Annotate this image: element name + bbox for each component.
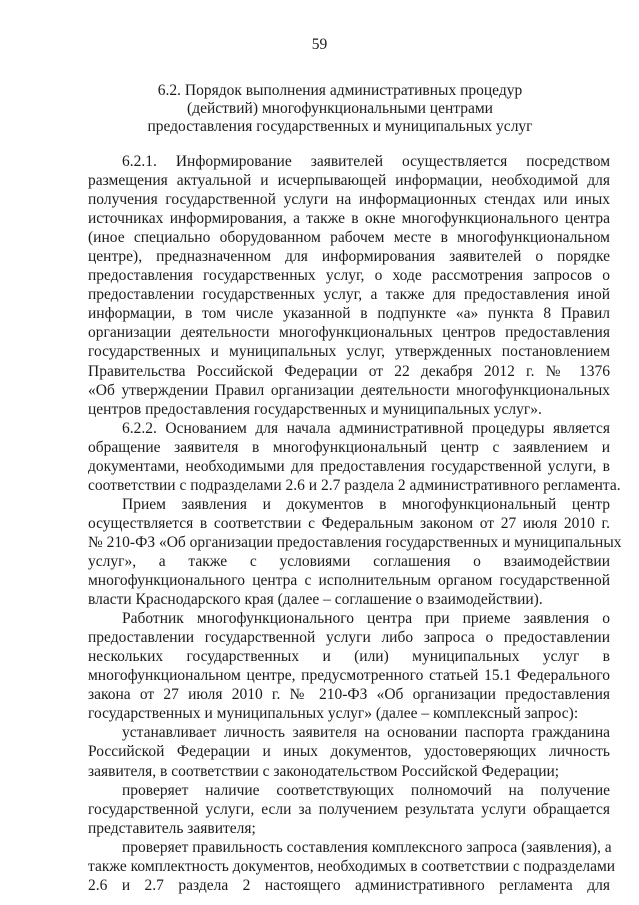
text-line: проверяет правильность составления комплексного запроса (заявления), а: [122, 838, 612, 856]
text-line: 2.6 и 2.7 раздела 2 настоящего административного регламента для: [88, 876, 610, 894]
text-line: предоставлении государственных услуг, а также для предоставления иной: [88, 286, 610, 304]
text-line: осуществляется в соответствии с Федеральным законом от 27 июля 2010 г.: [88, 514, 610, 532]
document-body: [88, 152, 622, 895]
section-heading: [70, 82, 610, 137]
text-line: многофункционального центра с исполнительным органом государственной: [88, 572, 610, 590]
text-line: информации, в том числе указанной в подпункте «а» пункта 8 Правил: [88, 305, 610, 323]
text-line: государственной услуги, если за получением результата услуги обращается: [88, 800, 610, 818]
text-line: заявителя, в соответствии с законодательством Российской Федерации;: [88, 762, 560, 780]
text-line: Российской Федерации и иных документов, удостоверяющих личность: [88, 743, 610, 761]
heading-line: предоставления государственных и муниципальных услуг: [147, 118, 533, 136]
text-line: проверяет наличие соответствующих полномочий на получение: [122, 781, 610, 799]
text-line: источниках информирования, а также в окне многофункционального центра: [88, 210, 610, 228]
text-line: услуг», а также с условиями соглашения о взаимодействии: [88, 552, 610, 570]
text-line: государственных и муниципальных услуг, утвержденных постановлением: [88, 343, 610, 361]
heading-line: (действий) многофункциональными центрами: [187, 100, 493, 118]
text-line: устанавливает личность заявителя на основании паспорта гражданина: [122, 724, 610, 742]
text-line: предоставлении государственной услуги либо запроса о предоставлении: [88, 629, 610, 647]
heading-line: 6.2. Порядок выполнения административных процедур: [157, 82, 523, 99]
text-line: «Об утверждении Правил организации деятельности многофункциональных: [88, 381, 610, 399]
text-line: центров предоставления государственных и муниципальных услуг».: [88, 400, 542, 418]
text-line: закона от 27 июля 2010 г. № 210-ФЗ «Об организации предоставления: [88, 686, 610, 704]
text-line: Правительства Российской Федерации от 22 декабря 2012 г. № 1376: [88, 362, 610, 380]
text-line: Работник многофункционального центра при приеме заявления о: [122, 610, 610, 628]
text-line: государственных и муниципальных услуг» (далее – комплексный запрос):: [88, 705, 579, 723]
text-line: предоставления государственных услуг, о ходе рассмотрения запросов о: [88, 267, 610, 285]
text-line: получения государственной услуги на информационных стендах или иных: [88, 191, 610, 209]
text-line: Прием заявления и документов в многофункциональный центр: [122, 495, 610, 513]
text-line: 6.2.1. Информирование заявителей осуществляется посредством: [122, 153, 610, 170]
text-line: власти Краснодарского края (далее – соглашение о взаимодействии).: [88, 591, 543, 609]
text-line: 6.2.2. Основанием для начала административной процедуры является: [122, 419, 610, 437]
text-line: размещения актуальной и исчерпывающей информации, необходимой для: [88, 172, 610, 190]
text-line: обращение заявителя в многофункциональный центр с заявлением и: [88, 438, 610, 456]
text-line: № 210-ФЗ «Об организации предоставления государственных и муниципальных: [88, 533, 622, 551]
text-line: представитель заявителя;: [88, 819, 256, 837]
text-line: многофункциональном центре, предусмотренного статьей 15.1 Федерального: [88, 667, 610, 685]
text-line: нескольких государственных и (или) муниципальных услуг в: [88, 648, 610, 666]
text-line: также комплектность документов, необходимых в соответствии с подразделами: [88, 857, 616, 875]
text-line: организации деятельности многофункциональных центров предоставления: [88, 324, 610, 342]
text-line: центре), предназначенном для информирования заявителей о порядке: [88, 248, 610, 266]
text-line: соответствии с подразделами 2.6 и 2.7 раздела 2 административного регламента.: [88, 476, 621, 494]
text-line: документами, необходимыми для предоставления государственной услуги, в: [88, 457, 610, 475]
text-line: (иное специально оборудованном рабочем месте в многофункциональном: [88, 229, 610, 247]
page-number: 59: [311, 36, 328, 53]
